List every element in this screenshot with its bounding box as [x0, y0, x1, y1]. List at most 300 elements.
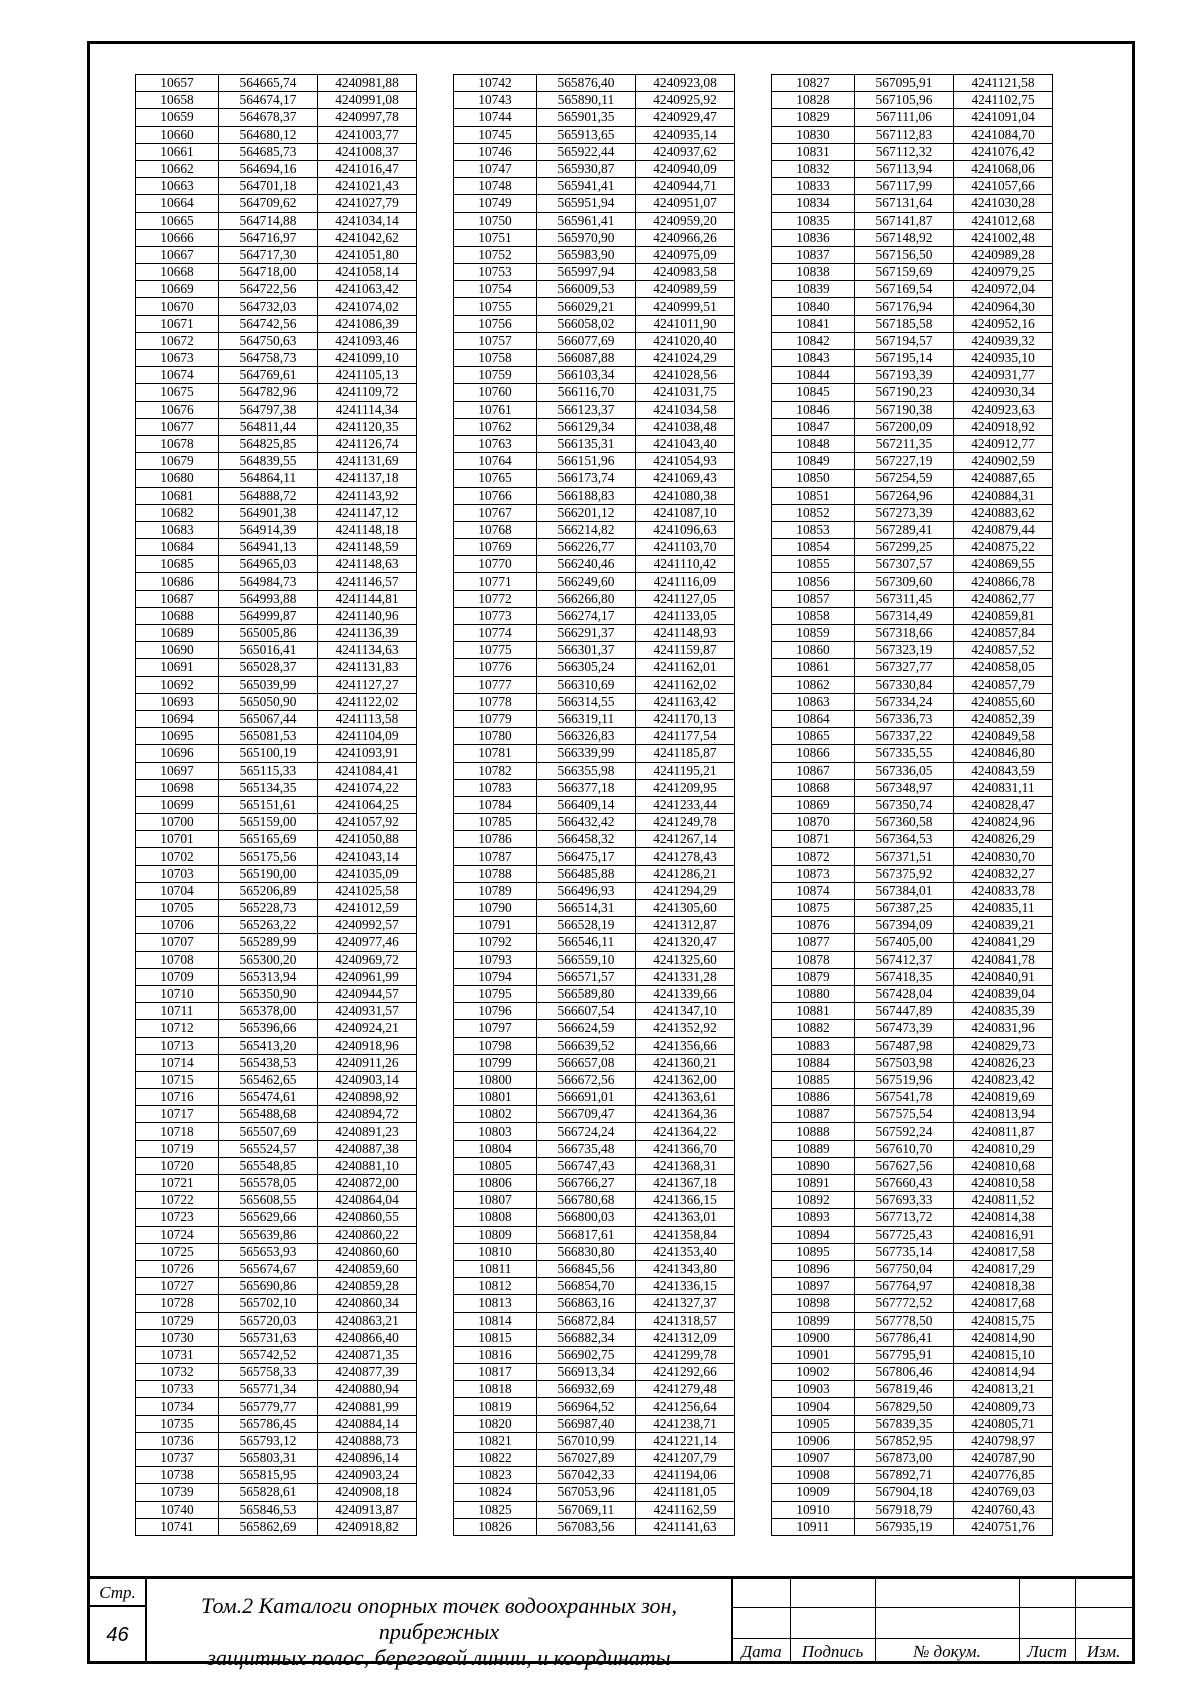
point-number: 10827: [772, 75, 855, 92]
table-row: [454, 693, 735, 710]
y-coordinate: 4241162,59: [636, 1501, 735, 1518]
x-coordinate: 566226,77: [537, 539, 636, 556]
x-coordinate: 567069,11: [537, 1501, 636, 1518]
point-number: 10840: [772, 298, 855, 315]
x-coordinate: 565462,65: [219, 1071, 318, 1088]
point-number: 10896: [772, 1260, 855, 1277]
x-coordinate: 567935,19: [855, 1518, 954, 1535]
y-coordinate: 4241331,28: [636, 968, 735, 985]
y-coordinate: 4240860,55: [318, 1209, 417, 1226]
point-number: 10691: [136, 659, 219, 676]
x-coordinate: 565720,03: [219, 1312, 318, 1329]
table-row: [454, 160, 735, 177]
table-row: [454, 1364, 735, 1381]
point-number: 10859: [772, 625, 855, 642]
table-row: [772, 470, 1053, 487]
table-row: [454, 1415, 735, 1432]
table-row: [454, 1192, 735, 1209]
table-row: [772, 160, 1053, 177]
table-row: [454, 710, 735, 727]
point-number: 10672: [136, 332, 219, 349]
y-coordinate: 4241292,66: [636, 1364, 735, 1381]
y-coordinate: 4240813,21: [954, 1381, 1053, 1398]
x-coordinate: 565028,37: [219, 659, 318, 676]
point-number: 10669: [136, 281, 219, 298]
y-coordinate: 4241076,42: [954, 143, 1053, 160]
y-coordinate: 4240908,18: [318, 1484, 417, 1501]
y-coordinate: 4240911,26: [318, 1054, 417, 1071]
y-coordinate: 4241103,70: [636, 539, 735, 556]
table-row: [454, 607, 735, 624]
table-row: [136, 384, 417, 401]
table-row: [772, 590, 1053, 607]
y-coordinate: 4241113,58: [318, 710, 417, 727]
x-coordinate: 566103,34: [537, 367, 636, 384]
y-coordinate: 4241126,74: [318, 435, 417, 452]
table-row: [136, 418, 417, 435]
table-row: [136, 1192, 417, 1209]
y-coordinate: 4241194,06: [636, 1467, 735, 1484]
table-row: [136, 539, 417, 556]
point-number: 10864: [772, 710, 855, 727]
y-coordinate: 4240887,65: [954, 470, 1053, 487]
y-coordinate: 4240859,28: [318, 1278, 417, 1295]
point-number: 10808: [454, 1209, 537, 1226]
table-row: [454, 1501, 735, 1518]
y-coordinate: 4241027,79: [318, 195, 417, 212]
x-coordinate: 566326,83: [537, 728, 636, 745]
x-coordinate: 566029,21: [537, 298, 636, 315]
y-coordinate: 4241356,66: [636, 1037, 735, 1054]
x-coordinate: 567904,18: [855, 1484, 954, 1501]
y-coordinate: 4241364,36: [636, 1106, 735, 1123]
x-coordinate: 566766,27: [537, 1175, 636, 1192]
point-number: 10887: [772, 1106, 855, 1123]
x-coordinate: 565039,99: [219, 676, 318, 693]
y-coordinate: 4241086,39: [318, 315, 417, 332]
table-row: [772, 710, 1053, 727]
point-number: 10722: [136, 1192, 219, 1209]
x-coordinate: 566845,56: [537, 1260, 636, 1277]
point-number: 10671: [136, 315, 219, 332]
table-row: [772, 92, 1053, 109]
table-row: [136, 1071, 417, 1088]
y-coordinate: 4240872,00: [318, 1175, 417, 1192]
point-number: 10892: [772, 1192, 855, 1209]
y-coordinate: 4240902,59: [954, 453, 1053, 470]
x-coordinate: 566314,55: [537, 693, 636, 710]
point-number: 10667: [136, 246, 219, 263]
x-coordinate: 567112,83: [855, 126, 954, 143]
point-number: 10873: [772, 865, 855, 882]
x-coordinate: 564811,44: [219, 418, 318, 435]
point-number: 10766: [454, 487, 537, 504]
y-coordinate: 4241031,75: [636, 384, 735, 401]
y-coordinate: 4240846,80: [954, 745, 1053, 762]
table-row: [772, 745, 1053, 762]
x-coordinate: 566249,60: [537, 573, 636, 590]
x-coordinate: 566817,61: [537, 1226, 636, 1243]
y-coordinate: 4241233,44: [636, 796, 735, 813]
y-coordinate: 4241279,48: [636, 1381, 735, 1398]
point-number: 10820: [454, 1415, 537, 1432]
table-row: [454, 1432, 735, 1449]
y-coordinate: 4241131,83: [318, 659, 417, 676]
x-coordinate: 567806,46: [855, 1364, 954, 1381]
y-coordinate: 4241181,05: [636, 1484, 735, 1501]
table-row: [454, 625, 735, 642]
point-number: 10895: [772, 1243, 855, 1260]
point-number: 10852: [772, 504, 855, 521]
y-coordinate: 4240814,38: [954, 1209, 1053, 1226]
table-row: [454, 590, 735, 607]
table-row: [454, 728, 735, 745]
point-number: 10758: [454, 350, 537, 367]
point-number: 10801: [454, 1089, 537, 1106]
point-number: 10822: [454, 1450, 537, 1467]
table-row: [136, 882, 417, 899]
table-row: [772, 75, 1053, 92]
point-number: 10699: [136, 796, 219, 813]
point-number: 10848: [772, 435, 855, 452]
table-row: [454, 1278, 735, 1295]
x-coordinate: 564825,85: [219, 435, 318, 452]
point-number: 10716: [136, 1089, 219, 1106]
point-number: 10778: [454, 693, 537, 710]
table-row: [772, 401, 1053, 418]
point-number: 10875: [772, 900, 855, 917]
table-row: [454, 75, 735, 92]
table-row: [772, 281, 1053, 298]
table-row: [772, 762, 1053, 779]
x-coordinate: 566266,80: [537, 590, 636, 607]
y-coordinate: 4240903,24: [318, 1467, 417, 1484]
point-number: 10724: [136, 1226, 219, 1243]
y-coordinate: 4241363,61: [636, 1089, 735, 1106]
table-row: [772, 178, 1053, 195]
point-number: 10747: [454, 160, 537, 177]
y-coordinate: 4240877,39: [318, 1364, 417, 1381]
x-coordinate: 564665,74: [219, 75, 318, 92]
table-row: [772, 1140, 1053, 1157]
point-number: 10889: [772, 1140, 855, 1157]
table-row: [772, 212, 1053, 229]
sheet-label: Лист: [1027, 1642, 1067, 1661]
table-row: [454, 1329, 735, 1346]
table-row: [772, 1415, 1053, 1432]
x-coordinate: 565702,10: [219, 1295, 318, 1312]
table-row: [772, 796, 1053, 813]
point-number: 10844: [772, 367, 855, 384]
table-row: [136, 332, 417, 349]
table-row: [136, 1467, 417, 1484]
y-coordinate: 4241148,93: [636, 625, 735, 642]
x-coordinate: 567693,33: [855, 1192, 954, 1209]
y-coordinate: 4241170,13: [636, 710, 735, 727]
y-coordinate: 4241034,14: [318, 212, 417, 229]
point-number: 10696: [136, 745, 219, 762]
point-number: 10746: [454, 143, 537, 160]
point-number: 10893: [772, 1209, 855, 1226]
x-coordinate: 564716,97: [219, 229, 318, 246]
y-coordinate: 4240991,08: [318, 92, 417, 109]
y-coordinate: 4240814,90: [954, 1329, 1053, 1346]
x-coordinate: 565997,94: [537, 264, 636, 281]
x-coordinate: 567384,01: [855, 882, 954, 899]
y-coordinate: 4240817,29: [954, 1260, 1053, 1277]
table-row: [136, 1484, 417, 1501]
x-coordinate: 566151,96: [537, 453, 636, 470]
y-coordinate: 4241114,34: [318, 401, 417, 418]
y-coordinate: 4240866,40: [318, 1329, 417, 1346]
date-label: Дата: [741, 1642, 782, 1661]
point-number: 10818: [454, 1381, 537, 1398]
table-row: [772, 1054, 1053, 1071]
table-row: [772, 1501, 1053, 1518]
y-coordinate: 4241028,56: [636, 367, 735, 384]
point-number: 10878: [772, 951, 855, 968]
y-coordinate: 4241074,22: [318, 779, 417, 796]
x-coordinate: 567113,94: [855, 160, 954, 177]
y-coordinate: 4241363,01: [636, 1209, 735, 1226]
table-row: [454, 367, 735, 384]
x-coordinate: 567713,72: [855, 1209, 954, 1226]
point-number: 10701: [136, 831, 219, 848]
y-coordinate: 4240857,79: [954, 676, 1053, 693]
y-coordinate: 4240880,94: [318, 1381, 417, 1398]
y-coordinate: 4241063,42: [318, 281, 417, 298]
point-number: 10718: [136, 1123, 219, 1140]
x-coordinate: 567337,22: [855, 728, 954, 745]
point-number: 10860: [772, 642, 855, 659]
table-row: [772, 229, 1053, 246]
point-number: 10731: [136, 1346, 219, 1363]
point-number: 10785: [454, 814, 537, 831]
y-coordinate: 4240944,71: [636, 178, 735, 195]
y-coordinate: 4240966,26: [636, 229, 735, 246]
x-coordinate: 564701,18: [219, 178, 318, 195]
x-coordinate: 566458,32: [537, 831, 636, 848]
table-row: [772, 779, 1053, 796]
x-coordinate: 566485,88: [537, 865, 636, 882]
point-number: 10723: [136, 1209, 219, 1226]
point-number: 10910: [772, 1501, 855, 1518]
point-number: 10902: [772, 1364, 855, 1381]
table-row: [136, 75, 417, 92]
table-row: [454, 796, 735, 813]
table-row: [454, 195, 735, 212]
x-coordinate: 566657,08: [537, 1054, 636, 1071]
y-coordinate: 4241195,21: [636, 762, 735, 779]
y-coordinate: 4241249,78: [636, 814, 735, 831]
table-row: [454, 1243, 735, 1260]
point-number: 10836: [772, 229, 855, 246]
x-coordinate: 567195,14: [855, 350, 954, 367]
x-coordinate: 567839,35: [855, 1415, 954, 1432]
point-number: 10849: [772, 453, 855, 470]
point-number: 10898: [772, 1295, 855, 1312]
x-coordinate: 565983,90: [537, 246, 636, 263]
x-coordinate: 565159,00: [219, 814, 318, 831]
point-number: 10832: [772, 160, 855, 177]
x-coordinate: 565930,87: [537, 160, 636, 177]
x-coordinate: 567200,09: [855, 418, 954, 435]
y-coordinate: 4241093,46: [318, 332, 417, 349]
table-row: [136, 521, 417, 538]
y-coordinate: 4240979,25: [954, 264, 1053, 281]
table-row: [136, 779, 417, 796]
y-coordinate: 4240896,14: [318, 1450, 417, 1467]
x-coordinate: 567190,23: [855, 384, 954, 401]
x-coordinate: 564732,03: [219, 298, 318, 315]
table-row: [136, 160, 417, 177]
x-coordinate: 565300,20: [219, 951, 318, 968]
point-number: 10757: [454, 332, 537, 349]
y-coordinate: 4240862,77: [954, 590, 1053, 607]
x-coordinate: 567371,51: [855, 848, 954, 865]
y-coordinate: 4240931,77: [954, 367, 1053, 384]
y-coordinate: 4240811,52: [954, 1192, 1053, 1209]
x-coordinate: 567375,92: [855, 865, 954, 882]
point-number: 10894: [772, 1226, 855, 1243]
y-coordinate: 4240952,16: [954, 315, 1053, 332]
point-number: 10846: [772, 401, 855, 418]
x-coordinate: 567185,58: [855, 315, 954, 332]
y-coordinate: 4241364,22: [636, 1123, 735, 1140]
x-coordinate: 565016,41: [219, 642, 318, 659]
point-number: 10842: [772, 332, 855, 349]
point-number: 10807: [454, 1192, 537, 1209]
x-coordinate: 567148,92: [855, 229, 954, 246]
y-coordinate: 4241339,66: [636, 985, 735, 1002]
y-coordinate: 4240935,14: [636, 126, 735, 143]
y-coordinate: 4240903,14: [318, 1071, 417, 1088]
table-row: [136, 1398, 417, 1415]
point-number: 10851: [772, 487, 855, 504]
table-row: [772, 1432, 1053, 1449]
page-label: Стр.: [90, 1579, 147, 1607]
table-row: [136, 831, 417, 848]
table-row: [136, 178, 417, 195]
x-coordinate: 565438,53: [219, 1054, 318, 1071]
point-number: 10673: [136, 350, 219, 367]
x-coordinate: 564965,03: [219, 556, 318, 573]
point-number: 10793: [454, 951, 537, 968]
x-coordinate: 565758,33: [219, 1364, 318, 1381]
table-row: [136, 1278, 417, 1295]
table-row: [772, 573, 1053, 590]
point-number: 10662: [136, 160, 219, 177]
x-coordinate: 565890,11: [537, 92, 636, 109]
table-row: [136, 607, 417, 624]
y-coordinate: 4241016,47: [318, 160, 417, 177]
point-number: 10799: [454, 1054, 537, 1071]
point-number: 10663: [136, 178, 219, 195]
x-coordinate: 564941,13: [219, 539, 318, 556]
y-coordinate: 4241325,60: [636, 951, 735, 968]
table-row: [454, 814, 735, 831]
y-coordinate: 4241367,18: [636, 1175, 735, 1192]
y-coordinate: 4240929,47: [636, 109, 735, 126]
table-row: [136, 315, 417, 332]
table-row: [454, 539, 735, 556]
table-row: [772, 109, 1053, 126]
point-number: 10677: [136, 418, 219, 435]
point-number: 10774: [454, 625, 537, 642]
x-coordinate: 567764,97: [855, 1278, 954, 1295]
point-number: 10862: [772, 676, 855, 693]
table-row: [454, 109, 735, 126]
table-row: [136, 1381, 417, 1398]
table-row: [772, 1157, 1053, 1174]
table-row: [772, 1106, 1053, 1123]
point-number: 10880: [772, 985, 855, 1002]
x-coordinate: 566589,80: [537, 985, 636, 1002]
point-number: 10787: [454, 848, 537, 865]
x-coordinate: 566409,14: [537, 796, 636, 813]
y-coordinate: 4241148,59: [318, 539, 417, 556]
table-row: [454, 848, 735, 865]
x-coordinate: 564717,30: [219, 246, 318, 263]
x-coordinate: 567156,50: [855, 246, 954, 263]
y-coordinate: 4241122,02: [318, 693, 417, 710]
point-number: 10744: [454, 109, 537, 126]
y-coordinate: 4241209,95: [636, 779, 735, 796]
table-row: [772, 1467, 1053, 1484]
x-coordinate: 567348,97: [855, 779, 954, 796]
x-coordinate: 566607,54: [537, 1003, 636, 1020]
table-row: [454, 951, 735, 968]
point-number: 10789: [454, 882, 537, 899]
x-coordinate: 566475,17: [537, 848, 636, 865]
point-number: 10890: [772, 1157, 855, 1174]
x-coordinate: 565846,53: [219, 1501, 318, 1518]
x-coordinate: 565828,61: [219, 1484, 318, 1501]
y-coordinate: 4241054,93: [636, 453, 735, 470]
table-row: [772, 1450, 1053, 1467]
x-coordinate: 567394,09: [855, 917, 954, 934]
x-coordinate: 565786,45: [219, 1415, 318, 1432]
point-number: 10661: [136, 143, 219, 160]
table-row: [454, 1071, 735, 1088]
table-row: [454, 1209, 735, 1226]
y-coordinate: 4241162,02: [636, 676, 735, 693]
x-coordinate: 566639,52: [537, 1037, 636, 1054]
x-coordinate: 567042,33: [537, 1467, 636, 1484]
y-coordinate: 4240832,27: [954, 865, 1053, 882]
point-number: 10705: [136, 900, 219, 917]
y-coordinate: 4240923,63: [954, 401, 1053, 418]
point-number: 10741: [136, 1518, 219, 1535]
x-coordinate: 567412,37: [855, 951, 954, 968]
table-row: [772, 195, 1053, 212]
change-label: Изм.: [1086, 1642, 1121, 1661]
point-number: 10707: [136, 934, 219, 951]
x-coordinate: 564742,56: [219, 315, 318, 332]
x-coordinate: 567795,91: [855, 1346, 954, 1363]
point-number: 10845: [772, 384, 855, 401]
point-number: 10767: [454, 504, 537, 521]
x-coordinate: 566432,42: [537, 814, 636, 831]
drawing-frame: [87, 41, 1135, 1670]
point-number: 10800: [454, 1071, 537, 1088]
table-row: [136, 1243, 417, 1260]
table-row: [136, 1329, 417, 1346]
y-coordinate: 4240811,87: [954, 1123, 1053, 1140]
table-row: [454, 1226, 735, 1243]
y-coordinate: 4241116,09: [636, 573, 735, 590]
table-row: [772, 900, 1053, 917]
